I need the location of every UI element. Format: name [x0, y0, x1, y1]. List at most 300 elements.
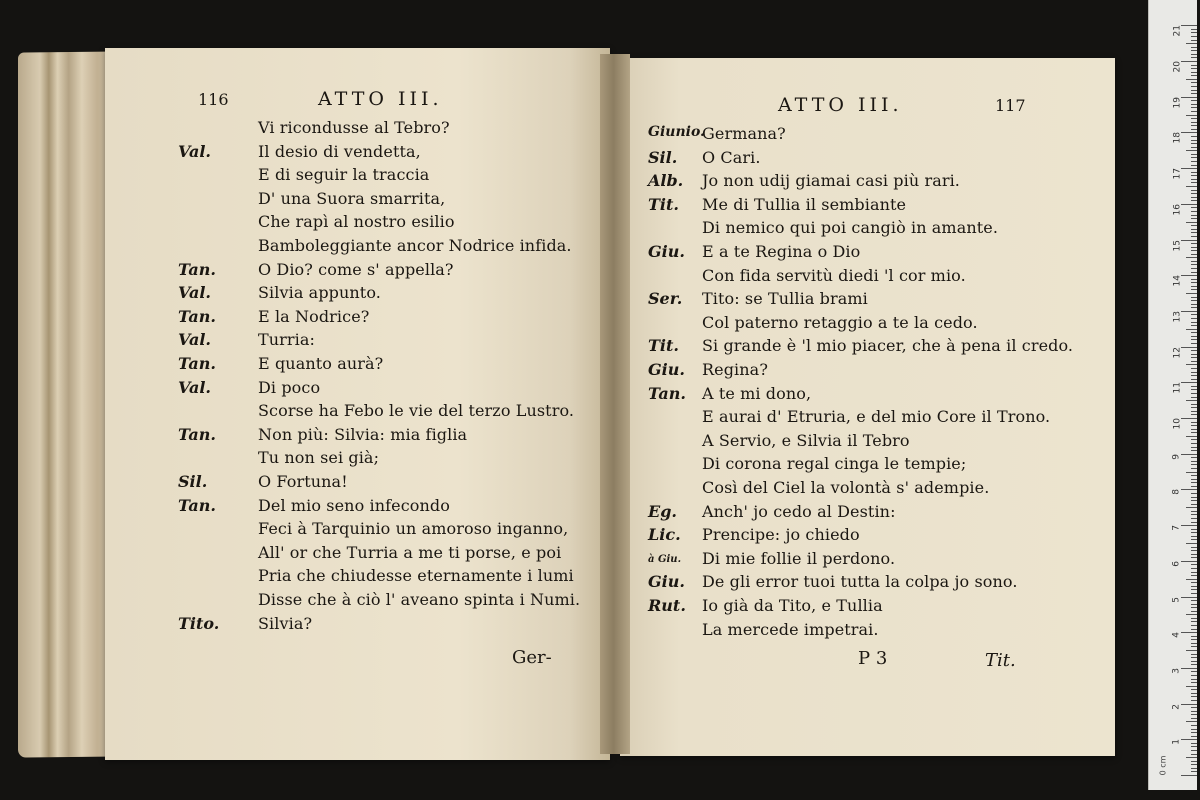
ruler-tick: [1191, 165, 1197, 166]
ruler-number: 18: [1172, 132, 1182, 144]
verse-line: Vi ricondusse al Tebro?: [258, 118, 450, 137]
ruler-tick: [1191, 593, 1197, 594]
ruler-tick: [1181, 204, 1197, 205]
ruler-tick: [1191, 393, 1197, 394]
ruler-number: 1: [1172, 739, 1182, 746]
speaker-label: Tan.: [178, 259, 216, 279]
ruler-tick: [1191, 493, 1197, 494]
ruler-tick: [1186, 614, 1197, 615]
verse-line: D' una Suora smarrita,: [258, 188, 446, 208]
ruler-tick: [1181, 132, 1197, 133]
ruler-tick: [1191, 486, 1197, 487]
ruler-tick: [1191, 264, 1197, 265]
ruler-tick: [1186, 329, 1197, 330]
ruler-number: 14: [1172, 275, 1182, 287]
ruler-tick: [1181, 668, 1197, 669]
ruler-tick: [1181, 704, 1197, 705]
book-gutter: [600, 54, 630, 754]
ruler-number: 13: [1172, 310, 1182, 323]
verse-line: E la Nodrice?: [258, 306, 370, 326]
speaker-label: à Giu.: [648, 553, 682, 565]
verse-line: Di mie follie il perdono.: [702, 548, 896, 568]
ruler-tick: [1191, 568, 1197, 569]
ruler-number: 20: [1172, 61, 1182, 73]
ruler-tick: [1191, 211, 1197, 212]
ruler-tick: [1191, 118, 1197, 119]
ruler-tick: [1191, 600, 1197, 601]
ruler-tick: [1191, 286, 1197, 287]
speaker-label: Giu.: [648, 360, 685, 379]
speaker-label: Eg.: [648, 501, 677, 521]
verse-line: De gli error tuoi tutta la colpa jo sono.: [702, 572, 1018, 592]
ruler-tick: [1186, 436, 1197, 437]
ruler-number: 9: [1172, 453, 1182, 460]
ruler-tick: [1191, 50, 1197, 51]
ruler-tick: [1191, 179, 1197, 180]
ruler-tick: [1191, 450, 1197, 451]
ruler-tick: [1191, 711, 1197, 712]
ruler-tick: [1191, 268, 1197, 269]
verse-line: Prencipe: jo chiedo: [702, 525, 860, 545]
verse-line: La mercede impetrai.: [702, 619, 879, 639]
ruler-number: 10: [1172, 418, 1182, 430]
ruler-tick: [1191, 572, 1197, 573]
ruler-number: 19: [1172, 96, 1182, 109]
ruler-tick: [1191, 122, 1197, 123]
ruler-tick: [1186, 150, 1197, 151]
ruler-tick: [1191, 514, 1197, 515]
ruler-tick: [1191, 554, 1197, 555]
ruler-tick: [1191, 32, 1197, 33]
ruler-tick: [1186, 650, 1197, 651]
ruler-tick: [1191, 282, 1197, 283]
ruler-tick: [1191, 350, 1197, 351]
verse-line: A te mi dono,: [702, 383, 812, 403]
ruler-tick: [1186, 579, 1197, 580]
ruler-tick: [1191, 736, 1197, 737]
ruler-tick: [1191, 643, 1197, 644]
verse-line: Jo non udij giamai casi più rari.: [702, 171, 960, 191]
verse-line: Pria che chiudesse eternamente i lumi: [258, 566, 574, 586]
ruler-tick: [1191, 457, 1197, 458]
ruler-tick: [1191, 750, 1197, 751]
ruler-tick: [1191, 339, 1197, 340]
ruler-tick: [1191, 254, 1197, 255]
ruler-tick: [1191, 646, 1197, 647]
ruler-tick: [1191, 72, 1197, 73]
ruler-tick: [1186, 257, 1197, 258]
verse-line: Bamboleggiante ancor Nodrice infida.: [258, 236, 572, 255]
ruler-tick: [1191, 461, 1197, 462]
ruler-tick: [1191, 90, 1197, 91]
verse-line: Silvia appunto.: [258, 283, 381, 303]
speaker-label: Tan.: [178, 424, 216, 444]
ruler-tick: [1191, 729, 1197, 730]
ruler-tick: [1191, 200, 1197, 201]
verse-line: Germana?: [702, 124, 786, 143]
ruler-tick: [1191, 447, 1197, 448]
ruler-tick: [1191, 707, 1197, 708]
verse-line: Feci à Tarquinio un amoroso inganno,: [258, 519, 569, 539]
ruler-tick: [1191, 100, 1197, 101]
ruler-tick: [1191, 215, 1197, 216]
verse-line: Che rapì al nostro esilio: [258, 212, 455, 232]
ruler-tick: [1191, 429, 1197, 430]
ruler-tick: [1191, 407, 1197, 408]
measuring-ruler: [1148, 0, 1197, 790]
ruler-tick: [1181, 275, 1197, 276]
left-catchword: Ger-: [512, 647, 552, 668]
ruler-tick: [1181, 454, 1197, 455]
ruler-tick: [1186, 757, 1197, 758]
ruler-tick: [1191, 550, 1197, 551]
ruler-tick: [1186, 686, 1197, 687]
ruler-tick: [1181, 25, 1197, 26]
verse-line: Disse che à ciò l' aveano spinta i Numi.: [258, 590, 581, 609]
verse-line: Scorse ha Febo le vie del terzo Lustro.: [258, 401, 575, 421]
speaker-label: Tit.: [648, 336, 679, 356]
ruler-tick: [1191, 397, 1197, 398]
ruler-tick: [1191, 343, 1197, 344]
ruler-tick: [1191, 136, 1197, 137]
ruler-number: 4: [1172, 632, 1182, 638]
ruler-tick: [1191, 607, 1197, 608]
verse-line: Di poco: [258, 377, 321, 397]
ruler-tick: [1191, 197, 1197, 198]
ruler-tick: [1191, 40, 1197, 41]
ruler-tick: [1191, 464, 1197, 465]
speaker-label: Sil.: [178, 472, 208, 491]
verse-line: Io già da Tito, e Tullia: [702, 596, 883, 615]
ruler-tick: [1191, 732, 1197, 733]
ruler-tick: [1191, 272, 1197, 273]
ruler-tick: [1191, 761, 1197, 762]
ruler-tick: [1191, 611, 1197, 612]
ruler-tick: [1191, 172, 1197, 173]
ruler-tick: [1191, 372, 1197, 373]
ruler-tick: [1191, 657, 1197, 658]
verse-line: Silvia?: [258, 613, 313, 633]
ruler-tick: [1191, 322, 1197, 323]
ruler-tick: [1191, 589, 1197, 590]
ruler-tick: [1191, 482, 1197, 483]
ruler-tick: [1186, 115, 1197, 116]
ruler-tick: [1191, 432, 1197, 433]
speaker-label: Ser.: [648, 289, 683, 309]
ruler-tick: [1191, 468, 1197, 469]
speaker-label: Lic.: [648, 525, 681, 545]
ruler-tick: [1191, 36, 1197, 37]
ruler-tick: [1191, 243, 1197, 244]
ruler-tick: [1191, 125, 1197, 126]
ruler-tick: [1191, 147, 1197, 148]
ruler-tick: [1191, 318, 1197, 319]
ruler-tick: [1191, 664, 1197, 665]
ruler-tick: [1181, 418, 1197, 419]
speaker-label: Giu.: [648, 572, 685, 592]
verse-line: E a te Regina o Dio: [702, 242, 861, 261]
ruler-tick: [1191, 675, 1197, 676]
verse-line: O Fortuna!: [258, 472, 348, 491]
ruler-tick: [1191, 696, 1197, 697]
ruler-tick: [1191, 661, 1197, 662]
ruler-tick: [1186, 364, 1197, 365]
ruler-tick: [1181, 97, 1197, 98]
ruler-tick: [1191, 547, 1197, 548]
ruler-tick: [1191, 504, 1197, 505]
ruler-tick: [1191, 764, 1197, 765]
ruler-tick: [1191, 714, 1197, 715]
ruler-tick: [1191, 693, 1197, 694]
right-page-number: 117: [995, 96, 1026, 115]
verse-line: Tito: se Tullia brami: [702, 289, 868, 309]
ruler-tick: [1191, 475, 1197, 476]
ruler-tick: [1191, 564, 1197, 565]
ruler-tick: [1191, 500, 1197, 501]
verse-line: Me di Tullia il sembiante: [702, 194, 907, 214]
ruler-tick: [1191, 250, 1197, 251]
ruler-tick: [1191, 654, 1197, 655]
ruler-tick: [1191, 625, 1197, 626]
speaker-label: Alb.: [648, 171, 684, 191]
ruler-tick: [1191, 161, 1197, 162]
ruler-tick: [1191, 582, 1197, 583]
ruler-tick: [1181, 61, 1197, 62]
ruler-tick: [1191, 425, 1197, 426]
ruler-tick: [1191, 682, 1197, 683]
ruler-tick: [1191, 143, 1197, 144]
ruler-number: 11: [1172, 382, 1182, 394]
ruler-tick: [1191, 86, 1197, 87]
ruler-tick: [1191, 497, 1197, 498]
verse-line: Non più: Silvia: mia figlia: [258, 424, 468, 444]
verse-line: Con fida servitù diedi 'l cor mio.: [702, 265, 966, 285]
ruler-tick: [1191, 107, 1197, 108]
verse-line: E quanto aurà?: [258, 354, 384, 373]
ruler-tick: [1191, 604, 1197, 605]
left-page-number: 116: [198, 90, 229, 109]
ruler-number: 3: [1172, 667, 1182, 674]
speaker-label: Val.: [178, 330, 211, 350]
ruler-number: 6: [1172, 560, 1182, 567]
ruler-tick: [1181, 347, 1197, 348]
speaker-label: Rut.: [648, 596, 686, 615]
ruler-tick: [1191, 175, 1197, 176]
ruler-tick: [1191, 700, 1197, 701]
verse-line: Turria:: [258, 330, 316, 350]
ruler-tick: [1181, 525, 1197, 526]
speaker-label: Tito.: [178, 613, 220, 633]
ruler-tick: [1181, 382, 1197, 383]
ruler-tick: [1191, 629, 1197, 630]
ruler-tick: [1191, 304, 1197, 305]
ruler-tick: [1191, 236, 1197, 237]
ruler-tick: [1191, 57, 1197, 58]
speaker-label: Giunio.: [648, 124, 705, 140]
ruler-tick: [1191, 207, 1197, 208]
ruler-tick: [1181, 739, 1197, 740]
ruler-tick: [1191, 332, 1197, 333]
ruler-tick: [1191, 368, 1197, 369]
speaker-label: Tan.: [178, 495, 216, 515]
ruler-tick: [1191, 75, 1197, 76]
ruler-tick: [1191, 404, 1197, 405]
right-running-head: ATTO III.: [778, 94, 903, 116]
ruler-tick: [1186, 43, 1197, 44]
ruler-tick: [1191, 193, 1197, 194]
ruler-tick: [1191, 93, 1197, 94]
ruler-tick: [1191, 190, 1197, 191]
right-catchword: Tit.: [985, 650, 1016, 671]
ruler-tick: [1181, 311, 1197, 312]
ruler-tick: [1191, 743, 1197, 744]
ruler-tick: [1191, 522, 1197, 523]
ruler-tick: [1191, 247, 1197, 248]
ruler-tick: [1191, 289, 1197, 290]
ruler-tick: [1191, 307, 1197, 308]
verse-line: Così del Ciel la volontà s' adempie.: [702, 478, 990, 497]
ruler-tick: [1191, 586, 1197, 587]
ruler-tick: [1191, 575, 1197, 576]
ruler-tick: [1181, 597, 1197, 598]
ruler-tick: [1181, 775, 1197, 776]
ruler-tick: [1191, 157, 1197, 158]
verse-line: O Dio? come s' appella?: [258, 259, 454, 279]
ruler-tick: [1191, 671, 1197, 672]
verse-line: Del mio seno infecondo: [258, 495, 450, 515]
ruler-tick: [1191, 232, 1197, 233]
ruler-tick: [1191, 154, 1197, 155]
speaker-label: Tit.: [648, 194, 679, 214]
ruler-tick: [1191, 218, 1197, 219]
speaker-label: Tan.: [178, 354, 216, 373]
ruler-tick: [1191, 689, 1197, 690]
ruler-tick: [1181, 561, 1197, 562]
ruler-tick: [1181, 168, 1197, 169]
speaker-label: Tan.: [648, 383, 686, 403]
ruler-tick: [1191, 54, 1197, 55]
verse-line: E di seguir la traccia: [258, 165, 430, 185]
verse-line: Tu non sei già;: [258, 448, 380, 468]
ruler-tick: [1191, 414, 1197, 415]
ruler-tick: [1191, 518, 1197, 519]
ruler-number: 21: [1172, 25, 1182, 37]
ruler-number: 16: [1172, 203, 1182, 216]
verse-line: Il desio di vendetta,: [258, 141, 421, 161]
ruler-tick: [1191, 636, 1197, 637]
ruler-number: 15: [1172, 239, 1182, 251]
ruler-tick: [1191, 754, 1197, 755]
ruler-tick: [1191, 82, 1197, 83]
ruler-tick: [1191, 389, 1197, 390]
speaker-label: Giu.: [648, 242, 685, 261]
verse-line: Col paterno retaggio a te la cedo.: [702, 312, 978, 332]
ruler-tick: [1191, 679, 1197, 680]
ruler-tick: [1191, 361, 1197, 362]
ruler-tick: [1191, 532, 1197, 533]
verse-line: O Cari.: [702, 147, 761, 167]
verse-line: Si grande è 'l mio piacer, che à pena il credo.: [702, 336, 1074, 356]
ruler-number: 17: [1172, 168, 1182, 180]
ruler-tick: [1191, 411, 1197, 412]
ruler-tick: [1191, 422, 1197, 423]
ruler-tick: [1191, 261, 1197, 262]
ruler-tick: [1191, 386, 1197, 387]
left-running-head: ATTO III.: [318, 88, 443, 110]
ruler-tick: [1191, 68, 1197, 69]
ruler-tick: [1191, 479, 1197, 480]
ruler-tick: [1191, 536, 1197, 537]
ruler-tick: [1186, 472, 1197, 473]
ruler-tick: [1191, 300, 1197, 301]
ruler-tick: [1191, 357, 1197, 358]
ruler-tick: [1186, 222, 1197, 223]
ruler-tick: [1191, 140, 1197, 141]
speaker-label: Sil.: [648, 147, 678, 167]
ruler-tick: [1181, 489, 1197, 490]
ruler-tick: [1191, 29, 1197, 30]
ruler-tick: [1191, 379, 1197, 380]
ruler-tick: [1191, 439, 1197, 440]
ruler-unit-label: 0 cm: [1158, 755, 1168, 776]
ruler-tick: [1186, 400, 1197, 401]
ruler-tick: [1186, 79, 1197, 80]
verse-line: A Servio, e Silvia il Tebro: [702, 430, 910, 450]
verse-line: E aurai d' Etruria, e del mio Core il Trono.: [702, 407, 1051, 427]
ruler-tick: [1191, 229, 1197, 230]
ruler-tick: [1191, 65, 1197, 66]
verse-line: Regina?: [702, 360, 768, 379]
ruler-tick: [1186, 186, 1197, 187]
ruler-tick: [1191, 539, 1197, 540]
ruler-tick: [1191, 111, 1197, 112]
ruler-tick: [1191, 768, 1197, 769]
ruler-number: 8: [1172, 489, 1182, 496]
speaker-label: Val.: [178, 141, 211, 161]
ruler-tick: [1186, 293, 1197, 294]
verse-line: Di corona regal cinga le tempie;: [702, 454, 967, 474]
ruler-tick: [1191, 104, 1197, 105]
ruler-tick: [1191, 129, 1197, 130]
ruler-tick: [1191, 621, 1197, 622]
ruler-tick: [1191, 354, 1197, 355]
ruler-tick: [1191, 771, 1197, 772]
ruler-number: 2: [1172, 703, 1182, 710]
ruler-tick: [1191, 297, 1197, 298]
ruler-tick: [1191, 639, 1197, 640]
ruler-tick: [1191, 511, 1197, 512]
ruler-tick: [1191, 375, 1197, 376]
speaker-label: Tan.: [178, 306, 216, 326]
ruler-tick: [1191, 336, 1197, 337]
ruler-tick: [1181, 240, 1197, 241]
verse-line: All' or che Turria a me ti porse, e poi: [258, 542, 562, 562]
ruler-tick: [1191, 718, 1197, 719]
ruler-tick: [1191, 325, 1197, 326]
verse-line: Anch' jo cedo al Destin:: [702, 501, 896, 521]
ruler-tick: [1191, 47, 1197, 48]
ruler-tick: [1191, 443, 1197, 444]
ruler-tick: [1191, 225, 1197, 226]
verse-line: Di nemico qui poi cangiò in amante.: [702, 218, 999, 238]
ruler-tick: [1191, 182, 1197, 183]
right-signature: P 3: [858, 648, 888, 669]
ruler-tick: [1186, 507, 1197, 508]
ruler-number: 5: [1172, 596, 1182, 603]
ruler-tick: [1191, 725, 1197, 726]
speaker-label: Val.: [178, 283, 211, 303]
ruler-number: 12: [1172, 346, 1182, 359]
